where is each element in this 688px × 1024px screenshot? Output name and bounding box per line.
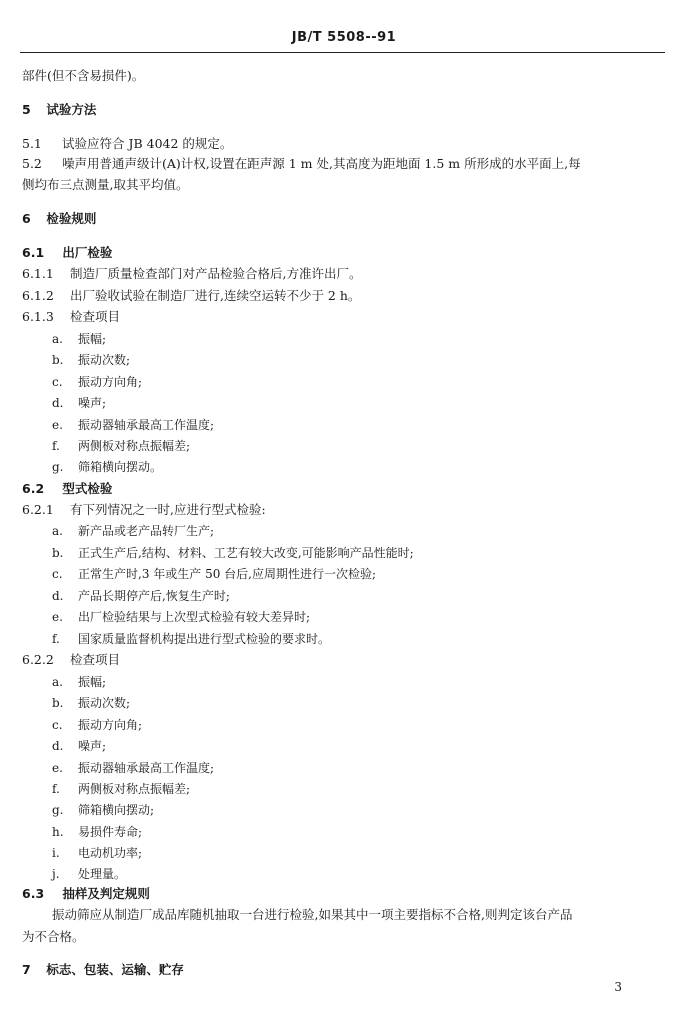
clause-text: 试验应符合 JB 4042 的规定。 [61, 136, 233, 151]
clause-number: 6.1.2 [22, 288, 54, 303]
clause-6-3-text: 振动筛应从制造厂成品库随机抽取一台进行检验,如果其中一项主要指标不合格,则判定该台产品 [52, 907, 573, 922]
header-rule [20, 52, 665, 53]
list-item: g. 筛箱横向摆动; [52, 803, 155, 817]
list-item: b. 振动次数; [52, 696, 131, 710]
list-item: b. 正式生产后,结构、材料、工艺有较大改变,可能影响产品性能时; [52, 546, 414, 560]
clause-text: 噪声用普通声级计(A)计权,设置在距声源 1 m 处,其高度为距地面 1.5 m 所形成的水平面上,每 [61, 156, 581, 171]
clause-number: 6.3 [22, 886, 45, 901]
clause-6-1-heading [22, 245, 112, 261]
section-title: 标志、包装、运输、贮存 [46, 962, 184, 977]
clause-number: 6.1.1 [22, 266, 54, 281]
list-item: g. 筛箱横向摆动。 [52, 460, 163, 474]
list-item: e. 振动器轴承最高工作温度; [52, 761, 215, 775]
section-number: 7 [22, 962, 31, 977]
clause-number: 6.1 [22, 245, 45, 260]
page-number: 3 [614, 980, 622, 994]
list-item: j. 处理量。 [52, 867, 127, 881]
clause-6-3-heading [22, 886, 150, 902]
clause-title: 出厂检验 [62, 245, 113, 260]
list-item: c. 正常生产时,3 年或生产 50 台后,应周期性进行一次检验; [52, 567, 377, 581]
section-5-heading [22, 102, 96, 118]
list-item: d. 噪声; [52, 739, 107, 753]
list-item: f. 两侧板对称点振幅差; [52, 439, 191, 453]
clause-title: 检查项目 [69, 652, 120, 667]
clause-5-2 [22, 156, 581, 172]
clause-title: 型式检验 [62, 481, 113, 496]
list-item: b. 振动次数; [52, 353, 131, 367]
list-item: a. 振幅; [52, 332, 107, 346]
intro-line: 部件(但不含易损件)。 [22, 68, 145, 83]
clause-text: 有下列情况之一时,应进行型式检验: [69, 502, 266, 517]
section-title: 检验规则 [46, 211, 97, 226]
clause-text: 制造厂质量检查部门对产品检验合格后,方准许出厂。 [69, 266, 362, 281]
clause-6-1-3 [22, 309, 120, 325]
list-item: d. 产品长期停产后,恢复生产时; [52, 589, 230, 603]
section-7-heading [22, 962, 184, 978]
clause-number: 5.2 [22, 156, 42, 171]
clause-6-3-text-continued: 为不合格。 [22, 929, 85, 944]
clause-title: 抽样及判定规则 [62, 886, 150, 901]
list-item: a. 振幅; [52, 675, 107, 689]
list-item: h. 易损件寿命; [52, 825, 143, 839]
clause-6-2-heading [22, 481, 112, 497]
document-header: JB/T 5508--91 [291, 30, 397, 45]
list-item: i. 电动机功率; [52, 846, 143, 860]
list-item: c. 振动方向角; [52, 375, 143, 389]
list-item: d. 噪声; [52, 396, 107, 410]
clause-title: 检查项目 [69, 309, 120, 324]
clause-6-1-1 [22, 266, 361, 282]
list-item: f. 两侧板对称点振幅差; [52, 782, 191, 796]
clause-5-1 [22, 136, 232, 152]
clause-number: 6.2.1 [22, 502, 54, 517]
clause-number: 6.2.2 [22, 652, 54, 667]
clause-6-1-2 [22, 288, 360, 304]
list-item: e. 出厂检验结果与上次型式检验有较大差异时; [52, 610, 311, 624]
section-number: 6 [22, 211, 31, 226]
clause-text: 出厂验收试验在制造厂进行,连续空运转不少于 2 h。 [69, 288, 361, 303]
clause-5-2-continued: 侧均布三点测量,取其平均值。 [22, 177, 189, 192]
section-number: 5 [22, 102, 31, 117]
list-item: c. 振动方向角; [52, 718, 143, 732]
clause-6-2-1 [22, 502, 266, 518]
clause-6-2-2 [22, 652, 120, 668]
clause-number: 6.1.3 [22, 309, 54, 324]
list-item: a. 新产品或老产品转厂生产; [52, 524, 215, 538]
clause-number: 6.2 [22, 481, 45, 496]
list-item: e. 振动器轴承最高工作温度; [52, 418, 215, 432]
list-item: f. 国家质量监督机构提出进行型式检验的要求时。 [52, 632, 331, 646]
clause-number: 5.1 [22, 136, 42, 151]
section-title: 试验方法 [46, 102, 97, 117]
section-6-heading [22, 211, 96, 227]
